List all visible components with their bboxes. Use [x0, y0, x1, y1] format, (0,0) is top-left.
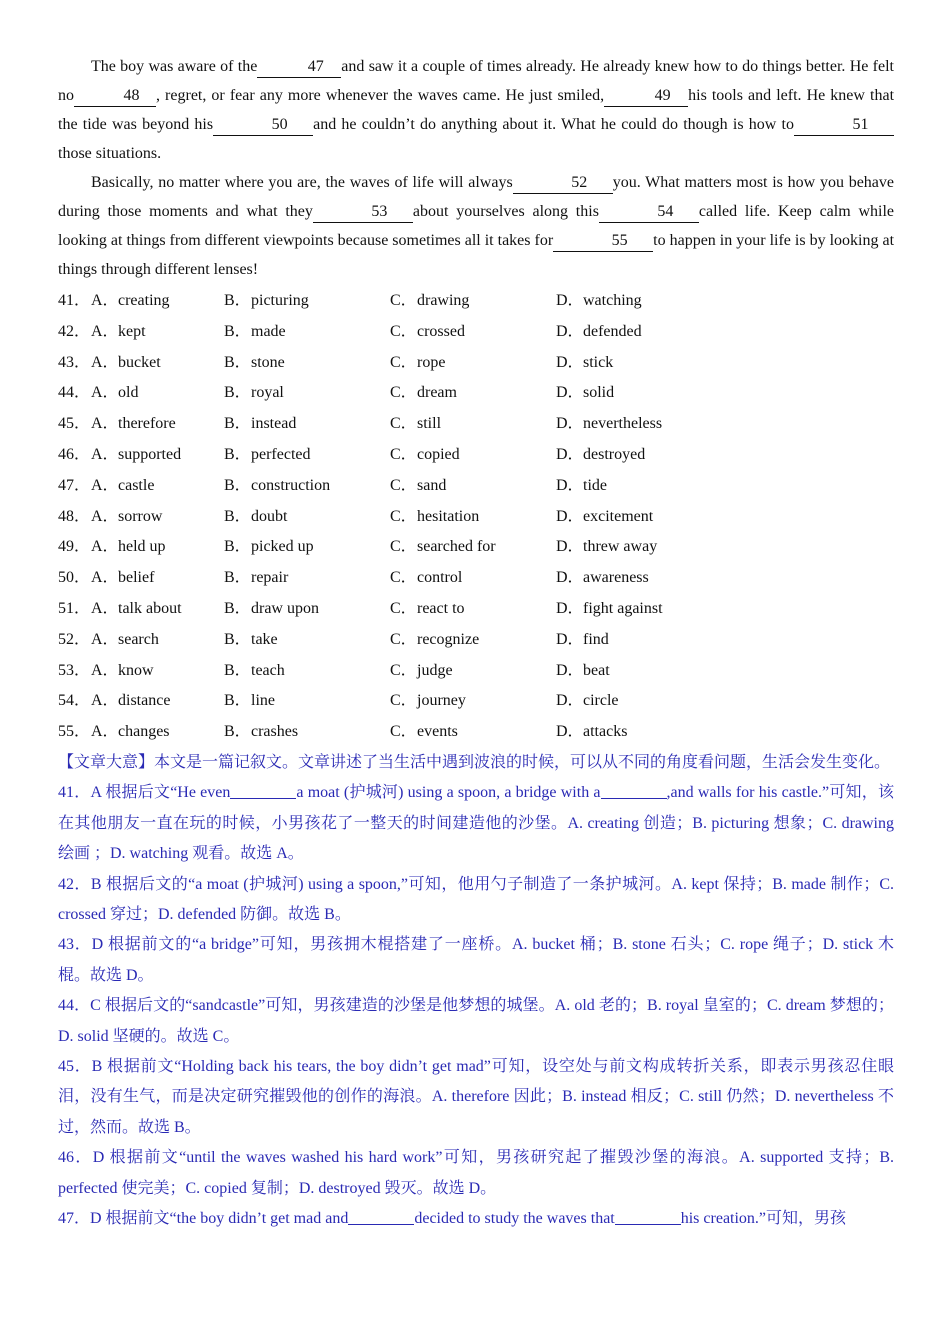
option-text: attacks: [583, 723, 628, 741]
analysis-47: [58, 1204, 894, 1234]
option-text: repair: [251, 569, 289, 587]
option-text: search: [118, 630, 159, 648]
question-row: [58, 532, 894, 563]
option-c: [390, 532, 556, 563]
option-letter: D．: [556, 661, 584, 679]
option-text: crossed: [417, 322, 465, 340]
option-text: picturing: [251, 292, 309, 309]
option-a: [91, 594, 224, 625]
option-letter: C．: [390, 384, 417, 402]
option-letter: A．: [91, 292, 119, 309]
option-a: [91, 686, 224, 717]
option-b: [224, 563, 390, 594]
option-a: [91, 532, 224, 563]
option-letter: D．: [556, 353, 584, 371]
option-text: doubt: [251, 507, 288, 525]
option-d: [556, 594, 722, 625]
option-text: instead: [251, 415, 297, 433]
option-b: [224, 686, 390, 717]
option-text: royal: [251, 384, 284, 402]
option-text: drawing: [417, 292, 470, 309]
option-text: circle: [583, 692, 619, 710]
option-text: belief: [118, 569, 155, 587]
option-text: held up: [118, 538, 166, 556]
option-a: [91, 409, 224, 440]
option-letter: D．: [556, 322, 584, 340]
option-text: still: [417, 415, 442, 433]
option-letter: A．: [91, 507, 119, 525]
option-c: [390, 717, 556, 748]
option-text: threw away: [583, 538, 658, 556]
analysis-text: ,and walls for his castle.”可知，该在其他朋友一直在玩的时候，小男孩花了一整天的时间建造他的沙堡。A. creating 创造；B. picturing 想象；C. drawing 绘画 ；D. watching 观看。故选 A。: [58, 784, 894, 863]
analysis-46: 46．D 根据前文“until the waves washed his hard work”可知，男孩研究起了摧毁沙堡的海浪。A. supported 支持；B. perfected 使完美；C. copied 复制；D. destroyed 毁灭。故选 D。: [58, 1149, 894, 1197]
option-d: [556, 532, 722, 563]
option-d: [556, 471, 722, 502]
option-letter: A．: [91, 723, 119, 741]
analysis-text: decided to study the waves that: [414, 1210, 615, 1228]
option-d: [556, 625, 722, 656]
question-number: 44．: [58, 384, 91, 402]
question-row: [58, 286, 894, 317]
passage-text: you. What matters most is how you behave during those moments and what they: [58, 174, 895, 220]
analysis-44: 44．C 根据后文的“sandcastle”可知，男孩建造的沙堡是他梦想的城堡。A. old 老的；B. royal 皇室的；C. dream 梦想的；D. solid 坚硬的。故选 C。: [58, 997, 894, 1045]
option-text: beat: [583, 661, 610, 679]
option-letter: D．: [556, 538, 584, 556]
passage-text: about yourselves along this: [412, 203, 599, 220]
option-letter: B．: [224, 538, 251, 556]
analysis-text: a moat (护城河) using a spoon, a bridge with a: [296, 784, 601, 802]
option-text: castle: [118, 476, 155, 494]
blank-54: 54: [599, 202, 699, 223]
passage-text: and saw it a couple of times already. He already knew how to do things better. He felt no: [58, 58, 894, 104]
option-c: [390, 409, 556, 440]
document-page: [58, 52, 894, 1234]
option-text: dream: [417, 384, 457, 402]
analysis-text: 41．A 根据后文“He even: [58, 784, 231, 802]
option-letter: D．: [556, 692, 584, 710]
passage-text: his tools and left. He knew that the tide was beyond his: [58, 87, 895, 133]
option-text: distance: [118, 692, 171, 710]
option-a: [91, 656, 224, 687]
option-b: [224, 656, 390, 687]
option-c: [390, 317, 556, 348]
analysis-text: his creation.”可知，男孩: [680, 1210, 847, 1228]
question-row: [58, 717, 894, 748]
option-b: [224, 471, 390, 502]
option-letter: C．: [390, 569, 417, 587]
option-text: events: [417, 723, 458, 741]
option-c: [390, 625, 556, 656]
option-b: [224, 286, 390, 317]
option-b: [224, 440, 390, 471]
question-number: 41．: [58, 292, 91, 309]
passage-text: those situations.: [58, 145, 162, 162]
option-a: [91, 440, 224, 471]
passage-text: called life. Keep calm while looking at things from different viewpoints because sometimes all it takes for: [58, 203, 894, 249]
option-text: crashes: [251, 723, 299, 741]
blank-52: 52: [513, 173, 613, 194]
option-letter: B．: [224, 507, 251, 525]
option-letter: C．: [390, 445, 417, 463]
option-letter: B．: [224, 415, 251, 433]
option-text: changes: [118, 723, 170, 741]
option-d: [556, 286, 722, 317]
option-letter: A．: [91, 445, 119, 463]
option-a: [91, 471, 224, 502]
blank-50: 50: [213, 115, 313, 136]
option-letter: C．: [390, 292, 417, 309]
option-c: [390, 440, 556, 471]
option-letter: B．: [224, 445, 251, 463]
option-c: [390, 286, 556, 317]
answer-analysis: [58, 748, 894, 1235]
option-letter: A．: [91, 322, 119, 340]
option-letter: C．: [390, 507, 417, 525]
option-letter: D．: [556, 476, 584, 494]
option-letter: C．: [390, 723, 417, 741]
blank-53: 53: [313, 202, 413, 223]
option-text: picked up: [251, 538, 314, 556]
option-b: [224, 625, 390, 656]
option-letter: B．: [224, 630, 251, 648]
summary-text: 【文章大意】本文是一篇记叙文。文章讲述了当生活中遇到波浪的时候，可以从不同的角度看问题，生活会发生变化。: [58, 753, 891, 771]
option-c: [390, 686, 556, 717]
option-text: watching: [583, 292, 642, 309]
option-letter: C．: [390, 538, 417, 556]
option-text: journey: [417, 692, 466, 710]
analysis-43: 43．D 根据前文的“a bridge”可知，男孩拥木棍搭建了一座桥。A. bucket 桶；B. stone 石头；C. rope 绳子；D. stick 木棍。故选 D。: [58, 936, 894, 984]
option-letter: B．: [224, 353, 251, 371]
option-text: know: [118, 661, 154, 679]
blank-49: 49: [604, 86, 688, 107]
question-number: 55．: [58, 723, 91, 741]
option-text: judge: [417, 661, 453, 679]
option-a: [91, 317, 224, 348]
option-letter: B．: [224, 322, 251, 340]
option-b: [224, 532, 390, 563]
answer-blank: [615, 1208, 681, 1225]
option-a: [91, 286, 224, 317]
option-a: [91, 348, 224, 379]
option-text: supported: [118, 445, 182, 463]
option-text: recognize: [417, 630, 480, 648]
option-letter: B．: [224, 723, 251, 741]
blank-51: 51: [794, 115, 894, 136]
option-letter: B．: [224, 292, 251, 309]
option-a: [91, 502, 224, 533]
option-text: defended: [583, 322, 642, 340]
question-row: [58, 686, 894, 717]
option-letter: D．: [556, 599, 584, 617]
question-row: [58, 594, 894, 625]
option-text: talk about: [118, 599, 182, 617]
option-letter: A．: [91, 538, 119, 556]
option-text: find: [583, 630, 609, 648]
question-number: 46．: [58, 445, 91, 463]
option-c: [390, 594, 556, 625]
option-b: [224, 717, 390, 748]
option-letter: C．: [390, 322, 417, 340]
option-d: [556, 348, 722, 379]
option-letter: C．: [390, 415, 417, 433]
option-letter: B．: [224, 661, 251, 679]
option-letter: A．: [91, 569, 119, 587]
question-row: [58, 440, 894, 471]
option-letter: A．: [91, 599, 119, 617]
option-letter: A．: [91, 384, 119, 402]
option-letter: B．: [224, 692, 251, 710]
question-number: 52．: [58, 630, 91, 648]
option-text: take: [251, 630, 278, 648]
option-d: [556, 686, 722, 717]
analysis-41: [58, 778, 894, 869]
option-c: [390, 502, 556, 533]
option-d: [556, 409, 722, 440]
option-text: destroyed: [583, 445, 646, 463]
question-row: [58, 317, 894, 348]
question-number: 53．: [58, 661, 91, 679]
question-row: [58, 409, 894, 440]
option-c: [390, 471, 556, 502]
option-d: [556, 378, 722, 409]
option-b: [224, 378, 390, 409]
option-letter: C．: [390, 599, 417, 617]
analysis-45: 45．B 根据前文“Holding back his tears, the boy didn’t get mad”可知，设空处与前文构成转折关系，即表示男孩忍住眼泪，没有生气，而是决定研究摧毁他的创作的海浪。A. therefore 因此；B. instead 相反；C. still 仍然；D. nevertheless 不过，然而。故选 B。: [58, 1058, 894, 1136]
option-text: tide: [583, 476, 607, 494]
option-letter: B．: [224, 476, 251, 494]
option-c: [390, 348, 556, 379]
option-b: [224, 409, 390, 440]
option-letter: D．: [556, 630, 584, 648]
option-text: made: [251, 322, 286, 340]
option-letter: C．: [390, 476, 417, 494]
question-row: [58, 378, 894, 409]
option-text: searched for: [417, 538, 496, 556]
option-text: react to: [417, 599, 465, 617]
question-row: [58, 502, 894, 533]
question-number: 50．: [58, 569, 91, 587]
option-letter: D．: [556, 507, 584, 525]
option-text: bucket: [118, 353, 161, 371]
question-number: 48．: [58, 507, 91, 525]
analysis-text: 47．D 根据前文“the boy didn’t get mad and: [58, 1210, 349, 1228]
option-d: [556, 717, 722, 748]
passage-text: and he couldn’t do anything about it. What he could do though is how to: [313, 116, 794, 133]
question-options: [58, 286, 894, 748]
passage-text: The boy was aware of the: [91, 58, 258, 75]
option-b: [224, 348, 390, 379]
option-letter: A．: [91, 630, 119, 648]
option-letter: C．: [390, 353, 417, 371]
option-letter: C．: [390, 692, 417, 710]
option-letter: C．: [390, 661, 417, 679]
answer-blank: [601, 782, 667, 799]
question-row: [58, 625, 894, 656]
option-letter: B．: [224, 569, 251, 587]
passage-text: to happen in your life is by looking at things through different lenses!: [58, 232, 895, 278]
option-text: solid: [583, 384, 615, 402]
question-number: 42．: [58, 322, 91, 340]
answer-blank: [230, 782, 296, 799]
option-text: old: [118, 384, 139, 402]
question-number: 51．: [58, 599, 91, 617]
option-d: [556, 440, 722, 471]
option-text: excitement: [583, 507, 654, 525]
option-letter: D．: [556, 723, 584, 741]
passage-text: Basically, no matter where you are, the waves of life will always: [91, 174, 513, 191]
option-letter: A．: [91, 692, 119, 710]
option-a: [91, 717, 224, 748]
option-text: creating: [118, 292, 170, 309]
option-letter: B．: [224, 384, 251, 402]
option-letter: D．: [556, 415, 584, 433]
passage-paragraph-1: [58, 52, 894, 168]
option-a: [91, 625, 224, 656]
option-text: fight against: [583, 599, 663, 617]
option-d: [556, 656, 722, 687]
option-letter: A．: [91, 476, 119, 494]
option-text: hesitation: [417, 507, 480, 525]
option-text: therefore: [118, 415, 176, 433]
passage-text: , regret, or fear any more whenever the waves came. He just smiled,: [156, 87, 605, 104]
question-row: [58, 348, 894, 379]
question-number: 49．: [58, 538, 91, 556]
option-d: [556, 317, 722, 348]
option-c: [390, 563, 556, 594]
option-letter: A．: [91, 661, 119, 679]
option-letter: B．: [224, 599, 251, 617]
option-text: sorrow: [118, 507, 163, 525]
option-d: [556, 563, 722, 594]
option-text: kept: [118, 322, 146, 340]
blank-47: 47: [257, 57, 341, 78]
option-text: copied: [417, 445, 460, 463]
option-text: rope: [417, 353, 446, 371]
option-letter: C．: [390, 630, 417, 648]
answer-blank: [348, 1208, 414, 1225]
option-letter: A．: [91, 415, 119, 433]
passage-paragraph-2: [58, 168, 894, 284]
option-text: nevertheless: [583, 415, 663, 433]
question-number: 54．: [58, 692, 91, 710]
option-a: [91, 378, 224, 409]
question-number: 43．: [58, 353, 91, 371]
option-text: teach: [251, 661, 285, 679]
option-text: stone: [251, 353, 285, 371]
option-text: draw upon: [251, 599, 319, 617]
option-text: construction: [251, 476, 331, 494]
question-number: 47．: [58, 476, 91, 494]
option-b: [224, 502, 390, 533]
option-d: [556, 502, 722, 533]
option-text: perfected: [251, 445, 311, 463]
option-letter: A．: [91, 353, 119, 371]
option-letter: D．: [556, 445, 584, 463]
option-text: control: [417, 569, 463, 587]
option-letter: D．: [556, 569, 584, 587]
blank-55: 55: [553, 231, 653, 252]
option-b: [224, 317, 390, 348]
question-row: [58, 656, 894, 687]
option-c: [390, 378, 556, 409]
option-text: stick: [583, 353, 614, 371]
option-letter: D．: [556, 384, 584, 402]
option-a: [91, 563, 224, 594]
option-text: line: [251, 692, 275, 710]
option-text: awareness: [583, 569, 649, 587]
blank-48: 48: [74, 86, 156, 107]
question-row: [58, 471, 894, 502]
option-c: [390, 656, 556, 687]
analysis-42: 42．B 根据后文的“a moat (护城河) using a spoon,”可知，他用勺子制造了一条护城河。A. kept 保持；B. made 制作；C. crossed 穿过；D. defended 防御。故选 B。: [58, 875, 894, 923]
option-text: sand: [417, 476, 447, 494]
question-row: [58, 563, 894, 594]
option-letter: D．: [556, 292, 584, 309]
option-b: [224, 594, 390, 625]
question-number: 45．: [58, 415, 91, 433]
